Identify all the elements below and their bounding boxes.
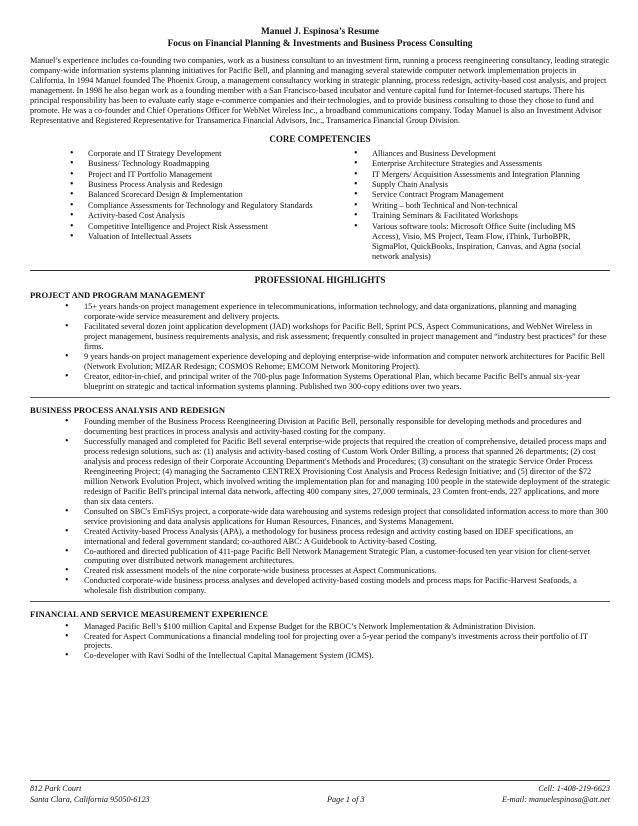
core-competency-item: • Training Seminars & Facilitated Workshops <box>352 211 598 221</box>
core-competency-item: • Business Process Analysis and Redesign <box>68 180 338 190</box>
highlight-bullet-item: • Co-authored and directed publication of 411-page Pacific Bell Network Management Strategic Plan, a customer-focused ten year vision for client-server computing over distributed network management architectures. <box>70 547 610 567</box>
highlight-bullet-list <box>30 302 610 392</box>
core-competency-item: • Alliances and Business Development <box>352 149 598 159</box>
highlight-bullet-item: • Created Activity-based Process Analysis (APA), a methodology for business process redesign and activity costing based on IDEF specifications, an international and federal government standard; co-authored ABC: A Guidebook to Activity-based Costing. <box>70 527 610 547</box>
highlight-bullet-item: • Managed Pacific Bell’s $100 million Capital and Expense Budget for the RBOC’s Network Implementation & Administration Division. <box>70 622 610 632</box>
subsection-divider <box>30 397 610 398</box>
section-divider <box>30 270 610 271</box>
highlight-bullet-item: • Creator, editor-in-chief, and principal writer of the 700-plus page Information Systems Operational Plan, which became Pacific Bell's annual six-year blueprint on strategic and tactical information systems planning. Published two 300-copy editions over two years. <box>70 372 610 392</box>
highlight-bullet-item: • Successfully managed and completed for Pacific Bell several enterprise-wide projects that required the creation of comprehensive, detailed process maps and process redesign solutions, such as: (1) analysis and activity-based costing of Custom Work Order Billing, a process that spanned 26 departments; (2) cost analysis and process redesign of their Corporate Accounting Department's Methods and Procedures; (3) consultant on the strategic Service Order Process Reengineering Project; (4) managing the Sacramento CENTREX Provisioning Cost Analysis and Process Redesign Initiative; and (5) director of the $72 million Network Evolution Project, which involved writing the implementation plan for and managing 100 people in the statewide deployment of the strategic redesign of Pacific Bell's principal internal data network, affecting 400 company sites, 27,000 terminals, 23 Comten front-ends, 227 applications, and more than six data centers. <box>70 437 610 507</box>
core-competency-item: • Various software tools: Microsoft Office Suite (including MS Access), Visio, MS Project, Team Flow, iThink, TurboBPR, SigmaPlot, QuickBooks, Inspiration, Canvas, and Agna (social network analysis) <box>352 222 598 262</box>
highlight-bullet-item: • 9 years hands-on project management experience developing and deploying enterprise-wide information and computer network architectures for Pacific Bell (Network Evolution; MIZAR Redesign; COSMOS Rehome; EMCOM Network Monitoring Project). <box>70 352 610 372</box>
highlight-bullet-item: • Created for Aspect Communications a financial modeling tool for projecting over a 5-year period the company's investments across their portfolio of IT projects. <box>70 632 610 652</box>
core-competencies-heading: CORE COMPETENCIES <box>269 133 371 144</box>
highlight-bullet-item: • Facilitated several dozen joint application development (JAD) workshops for Pacific Bell, Sprint PCS, Aspect Communications, and WebNet Wireless in project management, business requirements analysis, and risk assessment; frequently consulted in project management and “industry best practices” for these firms. <box>70 322 610 352</box>
core-competencies-left-column <box>68 149 338 262</box>
core-competency-item: • Valuation of Intellectual Assets <box>68 232 338 242</box>
footer-street: 812 Park Court <box>30 784 82 793</box>
highlight-bullet-item: • Co-developer with Ravi Sodhi of the Intellectual Capital Management System (ICMS). <box>70 651 610 661</box>
footer-city: Santa Clara, California 95050-6123 <box>30 794 150 804</box>
summary-paragraph: Manuel’s experience includes co-founding two companies, work as a business consultant to an investment firm, running a process reengineering consultancy, leading strategic company-wide information systems planning initiatives for Pacific Bell, and planning and managing several statewide computer network implementation projects in California. In 1994 Manuel founded The Phoenix Group, a management consultancy working in strategic planning, process redesign, activity-based cost analysis, and project management. In 1998 he also began work as a founding member with a San Francisco-based incubator and venture capital fund for Internet-focused startups. There his principal responsibility has been to evaluate early stage e-commerce companies and their technologies, and to provide business consulting to those they chose to fund and promote. He was a co-founder and Chief Operations Officer for WebNet Wireless Inc., a broadband communications company. Today Manuel is also an Investment Advisor Representative and Registered Representative for Transamerica Financial Advisors, Inc., Transamerica Financial Group Division. <box>30 56 610 125</box>
core-competency-item: • Supply Chain Analysis <box>352 180 598 190</box>
highlight-bullet-list <box>30 417 610 596</box>
footer-page-number: Page 1 of 3 <box>327 794 365 804</box>
core-competency-item: • Enterprise Architecture Strategies and Assessments <box>352 159 598 169</box>
highlight-bullet-item: • Created risk assessment models of the nine corporate-wide business processes at Aspect Communications. <box>70 566 610 576</box>
highlight-section-heading: FINANCIAL AND SERVICE MEASUREMENT EXPERIENCE <box>30 609 268 620</box>
professional-highlights-heading: PROFESSIONAL HIGHLIGHTS <box>254 275 386 286</box>
page-footer <box>30 780 610 805</box>
resume-focus-subtitle: Focus on Financial Planning & Investments and Business Process Consulting <box>167 39 473 50</box>
highlight-bullet-item: • 15+ years hands-on project management experience in telecommunications, information technology, and data organizations, planning and managing corporate-wide service measurement and delivery projects. <box>70 302 610 322</box>
footer-cell: Cell: 1-408-219-6623 <box>538 784 610 793</box>
core-competency-item: • Corporate and IT Strategy Development <box>68 149 338 159</box>
core-competencies-list <box>30 149 610 262</box>
highlight-bullet-item: • Conducted corporate-wide business process analyses and developed activity-based costing models and process maps for Pacific-Harvest Seafoods, a wholesale fish distribution company. <box>70 576 610 596</box>
resume-header <box>30 26 610 50</box>
core-competency-item: • Activity-based Cost Analysis <box>68 211 338 221</box>
core-competency-item: • Compliance Assessments for Technology and Regulatory Standards <box>68 201 338 211</box>
subsection-divider <box>30 601 610 602</box>
core-competency-item: • Competitive Intelligence and Project Risk Assessment <box>68 222 338 232</box>
professional-highlights <box>30 290 610 661</box>
core-competencies-right-column <box>338 149 598 262</box>
core-competency-item: • Project and IT Portfolio Management <box>68 170 338 180</box>
core-competency-item: • Writing – both Technical and Non-technical <box>352 201 598 211</box>
highlight-section-heading: BUSINESS PROCESS ANALYSIS AND REDESIGN <box>30 404 226 415</box>
core-competency-item: • IT Mergers/ Acquisition Assessments and Integration Planning <box>352 170 598 180</box>
resume-name-title: Manuel J. Espinosa’s Resume <box>261 27 379 37</box>
highlight-bullet-item: • Founding member of the Business Process Reengineering Division at Pacific Bell, personally responsible for developing methods and procedures and documenting best practices in process analysis and activity-based costing for the company. <box>70 417 610 437</box>
highlight-section-heading: PROJECT AND PROGRAM MANAGEMENT <box>30 289 205 300</box>
core-competency-item: • Business/ Technology Roadmapping <box>68 159 338 169</box>
core-competency-item: • Balanced Scorecard Design & Implementation <box>68 190 338 200</box>
highlight-bullet-list <box>30 622 610 662</box>
footer-email: E-mail: manuelespinosa@att.net <box>501 794 610 804</box>
core-competency-item: • Service Contract Program Management <box>352 190 598 200</box>
highlight-bullet-item: • Consulted on SBC's EmFiSys project, a corporate-wide data warehousing and systems redesign project that consolidated information access to more than 300 service provisioning and data analysis applications for Human Resources, Finances, and Systems Management. <box>70 507 610 527</box>
